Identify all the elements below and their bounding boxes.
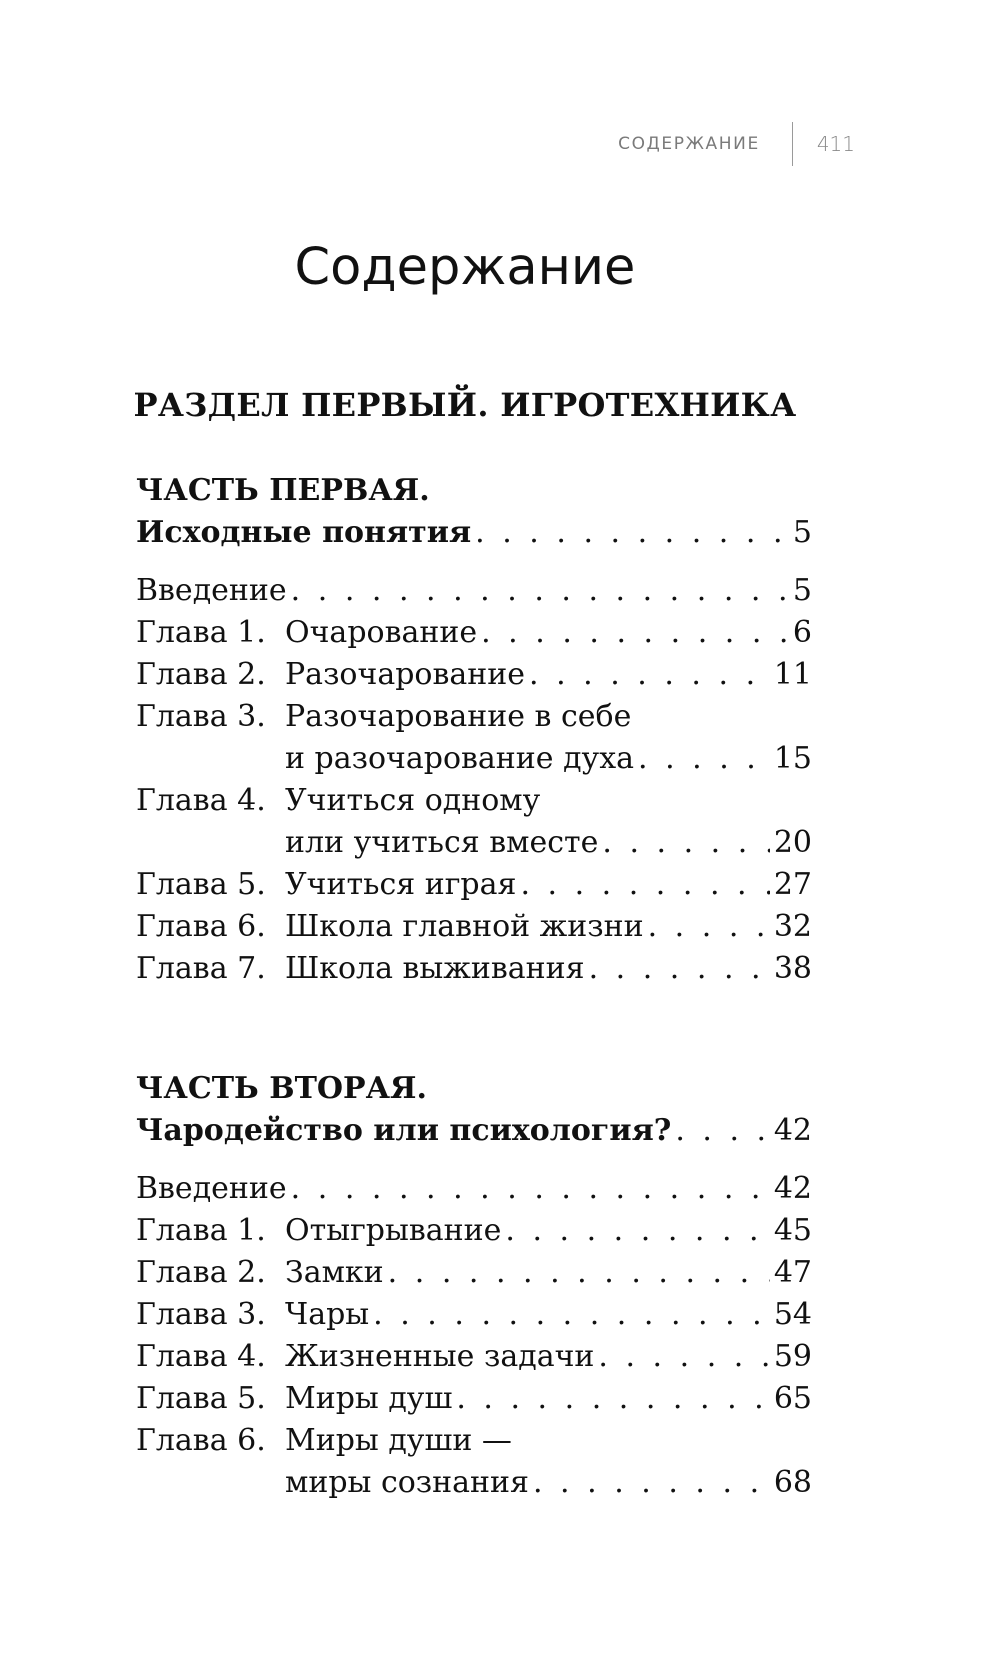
entry-title: Школа выживания — [285, 951, 585, 986]
chapter-number: Глава 1. — [136, 1213, 266, 1248]
entry-page: 45 — [773, 1213, 812, 1248]
part-label: ЧАСТЬ ВТОРАЯ. — [136, 1071, 427, 1106]
chapter-number: Глава 5. — [136, 867, 266, 902]
entry-title: или учиться вместе — [285, 825, 599, 860]
toc-entry[interactable] — [136, 612, 812, 654]
chapter-number: Глава 4. — [136, 783, 266, 818]
chapter-number: Глава 3. — [136, 699, 266, 734]
part-title: Исходные понятия — [136, 515, 472, 550]
toc-entry[interactable] — [136, 906, 812, 948]
leader-dots — [373, 1294, 770, 1336]
toc-entry[interactable] — [136, 1210, 812, 1252]
header-divider — [792, 122, 793, 166]
entry-page: 15 — [773, 741, 812, 776]
entry-page: 6 — [792, 615, 812, 650]
entry-title: Отыгрывание — [285, 1213, 502, 1248]
part-page: 42 — [773, 1113, 812, 1148]
chapter-number: Глава 6. — [136, 909, 266, 944]
toc-entry[interactable] — [136, 1294, 812, 1336]
entry-title: и разочарование духа — [285, 741, 635, 776]
toc-entry[interactable] — [136, 1252, 812, 1294]
leader-dots — [598, 1336, 769, 1378]
leader-dots — [529, 654, 770, 696]
toc-entry[interactable] — [136, 696, 812, 780]
entry-page: 32 — [773, 909, 812, 944]
leader-dots — [481, 612, 789, 654]
chapter-number: Глава 6. — [136, 1423, 266, 1458]
chapter-number: Глава 4. — [136, 1339, 266, 1374]
entry-page: 54 — [773, 1297, 812, 1332]
part-title: Чародейство или психология? — [136, 1113, 672, 1148]
entry-title: Школа главной жизни — [285, 909, 644, 944]
leader-dots — [520, 864, 769, 906]
leader-dots — [505, 1210, 769, 1252]
toc-entry[interactable] — [136, 780, 812, 864]
chapter-number: Глава 3. — [136, 1297, 266, 1332]
leader-dots — [291, 1168, 770, 1210]
running-title: СОДЕРЖАНИЕ — [618, 134, 760, 154]
entry-title: Замки — [285, 1255, 384, 1290]
chapter-number: Глава 5. — [136, 1381, 266, 1416]
leader-dots — [675, 1110, 770, 1152]
entry-title: миры сознания — [285, 1465, 529, 1500]
entry-title-line1: Миры души — — [285, 1423, 512, 1458]
running-head — [0, 120, 855, 168]
part-page: 5 — [792, 515, 812, 550]
leader-dots — [638, 738, 770, 780]
chapter-number: Глава 7. — [136, 951, 266, 986]
entry-title: Введение — [136, 1171, 287, 1206]
leader-dots — [589, 948, 770, 990]
toc-part-2 — [136, 1068, 812, 1504]
page-title: Содержание — [294, 238, 636, 297]
entry-title: Чары — [285, 1297, 370, 1332]
entry-title: Очарование — [285, 615, 478, 650]
leader-dots — [533, 1462, 770, 1504]
entry-page: 42 — [773, 1171, 812, 1206]
entry-page: 38 — [773, 951, 812, 986]
entry-page: 20 — [773, 825, 812, 860]
part-title-row[interactable] — [136, 512, 812, 554]
leader-dots — [291, 570, 789, 612]
toc-entry[interactable] — [136, 654, 812, 696]
entry-title: Учиться играя — [285, 867, 517, 902]
entry-page: 65 — [773, 1381, 812, 1416]
entry-title: Разочарование — [285, 657, 525, 692]
leader-dots — [648, 906, 770, 948]
entry-page: 68 — [773, 1465, 812, 1500]
entry-title-line1: Учиться одному — [285, 783, 541, 818]
chapter-number: Глава 2. — [136, 657, 266, 692]
leader-dots — [602, 822, 769, 864]
toc-entry[interactable] — [136, 948, 812, 990]
page-number: 411 — [816, 132, 855, 156]
leader-dots — [388, 1252, 770, 1294]
part-label: ЧАСТЬ ПЕРВАЯ. — [136, 473, 430, 508]
entry-page: 59 — [773, 1339, 812, 1374]
entry-page: 11 — [773, 657, 812, 692]
toc-entry[interactable] — [136, 1378, 812, 1420]
entry-page: 27 — [773, 867, 812, 902]
toc-part-1 — [136, 470, 812, 990]
leader-dots — [475, 512, 789, 554]
chapter-number: Глава 1. — [136, 615, 266, 650]
toc-entry[interactable] — [136, 570, 812, 612]
entry-page: 47 — [773, 1255, 812, 1290]
toc-entry[interactable] — [136, 1420, 812, 1504]
entry-title: Миры душ — [285, 1381, 453, 1416]
entry-page: 5 — [792, 573, 812, 608]
part-title-row[interactable] — [136, 1110, 812, 1152]
section-heading: РАЗДЕЛ ПЕРВЫЙ. ИГРОТЕХНИКА — [133, 386, 797, 424]
toc-entry[interactable] — [136, 864, 812, 906]
leader-dots — [456, 1378, 769, 1420]
toc-entry[interactable] — [136, 1336, 812, 1378]
entry-title-line1: Разочарование в себе — [285, 699, 632, 734]
entry-title: Жизненные задачи — [285, 1339, 595, 1374]
chapter-number: Глава 2. — [136, 1255, 266, 1290]
toc-entry[interactable] — [136, 1168, 812, 1210]
entry-title: Введение — [136, 573, 287, 608]
